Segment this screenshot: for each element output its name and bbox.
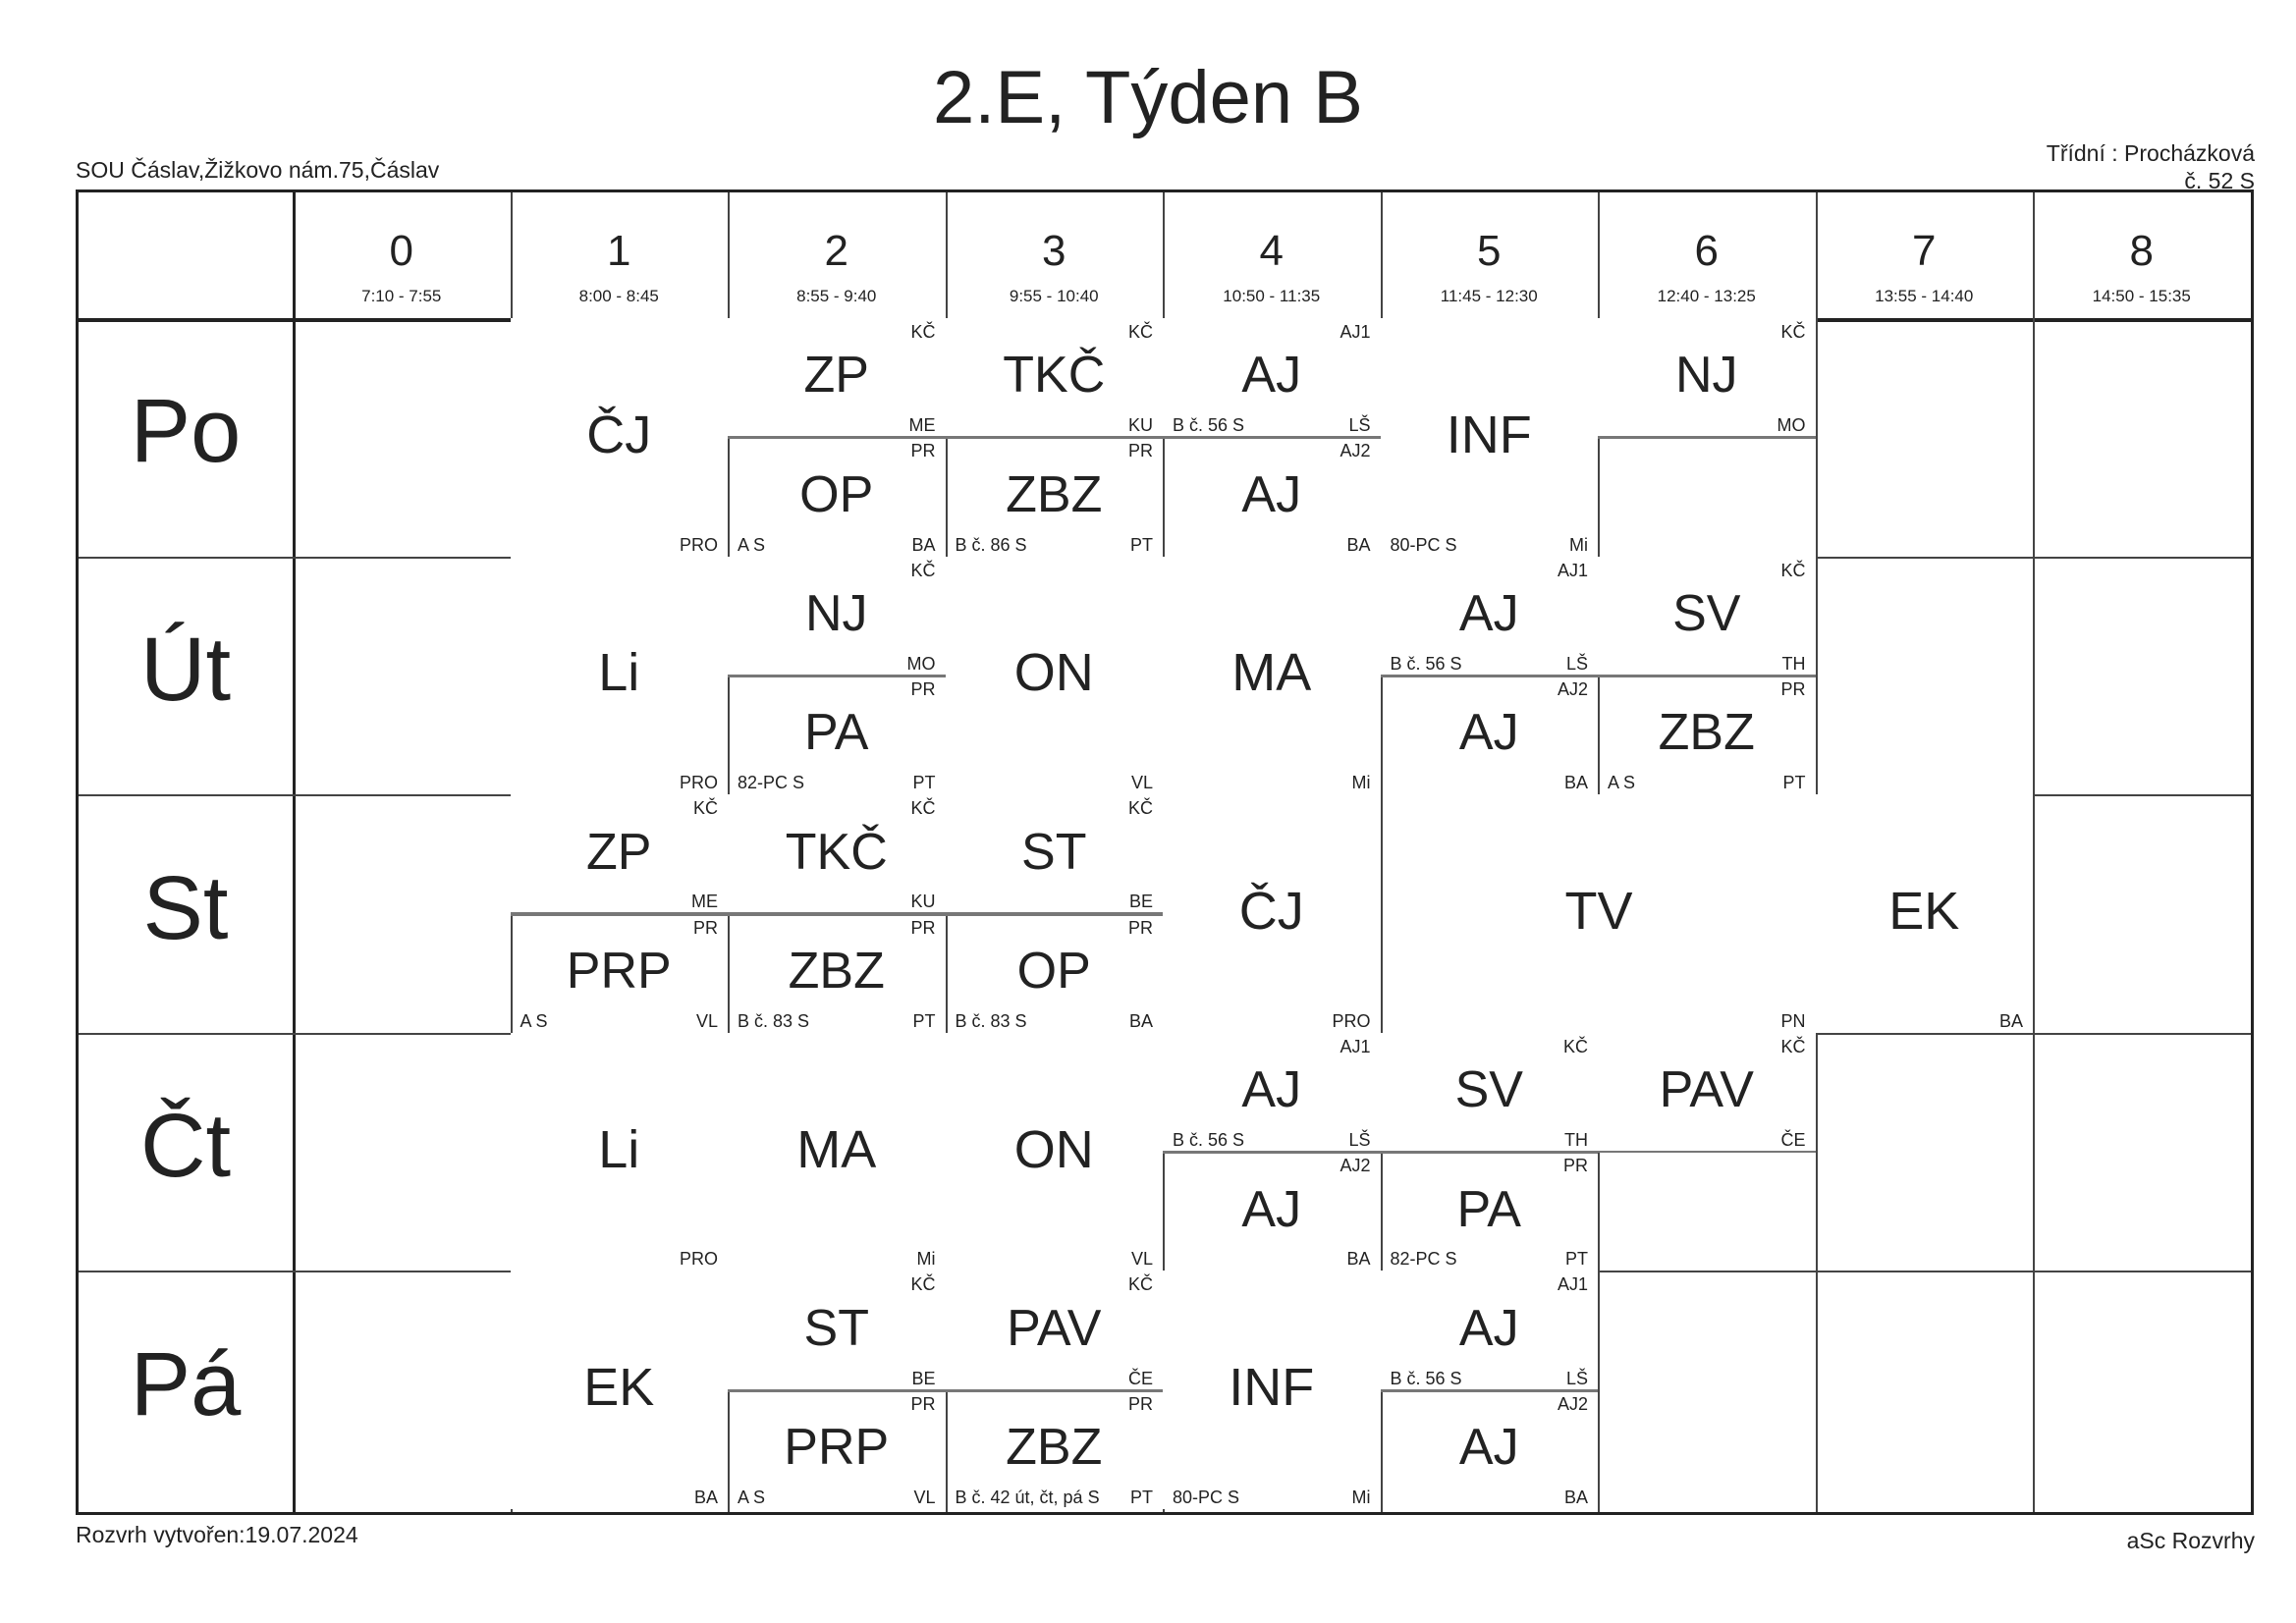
lesson-group: PR (910, 441, 936, 461)
lesson-group: AJ2 (1339, 441, 1371, 461)
lesson-cell (728, 914, 946, 1033)
lesson-cell (1163, 1271, 1381, 1509)
lesson-cell (1598, 1033, 1816, 1152)
lesson-cell (1163, 794, 1381, 1033)
lesson-cell (946, 437, 1164, 556)
lesson-cell (728, 1271, 946, 1389)
class-room: č. 52 S (2184, 168, 2255, 193)
period-number: 2 (824, 227, 848, 275)
lesson-subject: MA (1231, 643, 1312, 703)
lesson-divider (728, 1390, 946, 1392)
period-number: 5 (1477, 227, 1502, 275)
lesson-cell (1381, 676, 1599, 794)
created-date: Rozvrh vytvořen:19.07.2024 (76, 1522, 358, 1547)
lesson-subject: Li (598, 1119, 640, 1179)
lesson-subject: TKČ (1003, 347, 1106, 405)
lesson-cell (728, 1033, 946, 1271)
lesson-cell (728, 676, 946, 794)
lesson-divider (1381, 1390, 1599, 1392)
day-label: Pá (130, 1333, 242, 1434)
lesson-cell (511, 1271, 729, 1509)
lesson-room: B č. 86 S (955, 534, 1027, 555)
lesson-teacher: VL (695, 1010, 718, 1031)
lesson-cell (728, 1390, 946, 1509)
lesson-cell (1381, 1152, 1599, 1271)
lesson-teacher: BE (911, 1368, 936, 1388)
lesson-subject: ZP (586, 823, 652, 881)
software-credit: aSc Rozvrhy (2126, 1528, 2255, 1553)
lesson-cell (1381, 557, 1599, 676)
lesson-teacher: LŠ (1348, 1130, 1371, 1151)
lesson-room: A S (738, 534, 766, 555)
lesson-group: PR (1562, 1156, 1588, 1176)
day-label: St (142, 857, 229, 958)
lesson-teacher: Mi (1569, 534, 1588, 555)
lesson-cell (946, 914, 1164, 1033)
lesson-cell (1816, 794, 2034, 1033)
lesson-subject: SV (1672, 585, 1741, 642)
lesson-cell (946, 318, 1164, 437)
lesson-cell (1163, 437, 1381, 556)
lesson-teacher: PT (1782, 773, 1806, 793)
lesson-teacher: PRO (679, 534, 718, 555)
lesson-subject: TKČ (785, 823, 888, 881)
lesson-cell (511, 318, 729, 557)
timetable-grid (76, 189, 2254, 1515)
lesson-divider (946, 1390, 1164, 1392)
lesson-subject: PA (803, 704, 869, 762)
period-time: 11:45 - 12:30 (1440, 287, 1538, 305)
lesson-subject: INF (1446, 405, 1532, 464)
lesson-room: 80-PC S (1390, 534, 1457, 555)
period-time: 12:40 - 13:25 (1657, 287, 1756, 305)
lesson-room: 82-PC S (1390, 1249, 1457, 1270)
lesson-subject: ZBZ (1006, 1419, 1103, 1477)
lesson-teacher: Mi (1351, 773, 1371, 793)
lesson-room: B č. 56 S (1390, 653, 1462, 674)
period-time: 8:00 - 8:45 (578, 287, 659, 305)
period-header (946, 192, 1164, 306)
period-time: 9:55 - 10:40 (1009, 287, 1099, 305)
lesson-group: AJ2 (1557, 678, 1588, 699)
lesson-cell (511, 794, 729, 913)
lesson-subject: PA (1456, 1180, 1521, 1238)
lesson-subject: OP (799, 465, 874, 523)
lesson-group: KČ (910, 1274, 936, 1295)
lesson-subject: OP (1016, 942, 1091, 1000)
lesson-subject: PRP (566, 942, 672, 1000)
lesson-cell (511, 1033, 729, 1271)
lesson-group: AJ1 (1339, 1036, 1371, 1056)
lesson-group: KČ (910, 322, 936, 342)
lesson-teacher: ME (908, 415, 936, 436)
lesson-subject: AJ (1241, 465, 1302, 523)
lesson-subject: AJ (1458, 585, 1519, 642)
period-header (1598, 192, 1816, 306)
lesson-teacher: Mi (916, 1249, 936, 1270)
period-number: 3 (1042, 227, 1066, 275)
lesson-cell (728, 557, 946, 676)
day-column-separator (293, 192, 296, 1512)
class-teacher: Třídní : Procházková (2046, 140, 2255, 166)
day-label: Út (140, 619, 231, 720)
lesson-room: 80-PC S (1173, 1487, 1240, 1507)
lesson-group: AJ1 (1557, 560, 1588, 580)
lesson-subject: SV (1454, 1061, 1523, 1119)
period-time: 8:55 - 9:40 (796, 287, 877, 305)
lesson-room: B č. 42 út, čt, pá S (955, 1487, 1100, 1507)
lesson-group: KČ (1780, 560, 1806, 580)
lesson-subject: ON (1013, 1119, 1094, 1179)
lesson-cell (511, 557, 729, 795)
lesson-teacher: PT (1564, 1249, 1588, 1270)
lesson-cell (1598, 557, 1816, 676)
lesson-teacher: PT (912, 1010, 936, 1031)
lesson-room: A S (519, 1010, 548, 1031)
lesson-teacher: Mi (1351, 1487, 1371, 1507)
lesson-subject: AJ (1458, 1299, 1519, 1357)
lesson-group: PR (1127, 441, 1153, 461)
lesson-cell (1163, 1152, 1381, 1271)
lesson-subject: PAV (1659, 1061, 1754, 1119)
lesson-teacher: BA (911, 534, 936, 555)
lesson-teacher: TH (1564, 1130, 1588, 1151)
lesson-teacher: BA (1128, 1010, 1153, 1031)
page-title: 2.E, Týden B (933, 56, 1363, 139)
lesson-subject: ST (1021, 823, 1087, 881)
lesson-teacher: BA (1563, 1487, 1588, 1507)
period-header (1381, 192, 1599, 306)
lesson-teacher: BE (1128, 892, 1153, 912)
lesson-teacher: MO (906, 653, 936, 674)
lesson-subject: AJ (1458, 1419, 1519, 1477)
lesson-teacher: LŠ (1565, 653, 1588, 674)
lesson-room: 82-PC S (738, 773, 805, 793)
lesson-teacher: ME (691, 892, 718, 912)
lesson-group: PR (1127, 917, 1153, 938)
lesson-teacher: PT (1129, 534, 1153, 555)
lesson-teacher: BA (693, 1487, 718, 1507)
lesson-divider (728, 437, 946, 439)
lesson-group: PR (1780, 678, 1806, 699)
lesson-subject: PAV (1007, 1299, 1102, 1357)
lesson-subject: NJ (804, 585, 868, 642)
lesson-cell (1381, 794, 1816, 1033)
lesson-subject: ČJ (1238, 882, 1304, 941)
lesson-teacher: ČE (1780, 1130, 1806, 1151)
lesson-divider (1598, 676, 1816, 677)
period-header (728, 192, 946, 306)
lesson-divider (1163, 1152, 1381, 1154)
lesson-subject: ST (803, 1299, 869, 1357)
lesson-group: PR (692, 917, 718, 938)
lesson-teacher: ČE (1127, 1368, 1153, 1388)
lesson-cell (1381, 1390, 1599, 1509)
lesson-subject: AJ (1241, 1180, 1302, 1238)
lesson-divider (946, 437, 1164, 439)
period-header (2033, 192, 2251, 306)
lesson-room: B č. 56 S (1390, 1368, 1462, 1388)
period-header (511, 192, 729, 306)
lesson-room: B č. 83 S (738, 1010, 810, 1031)
period-number: 6 (1694, 227, 1719, 275)
lesson-subject: NJ (1674, 347, 1738, 405)
lesson-cell (946, 1033, 1164, 1271)
lesson-cell (511, 914, 729, 1033)
lesson-group: KČ (1127, 1274, 1153, 1295)
lesson-cell (1381, 1033, 1599, 1152)
lesson-group: PR (910, 1393, 936, 1414)
lesson-group: KČ (1780, 1036, 1806, 1056)
lesson-teacher: VL (913, 1487, 936, 1507)
lesson-teacher: MO (1777, 415, 1806, 436)
lesson-subject: ZP (803, 347, 869, 405)
lesson-teacher: BA (1346, 534, 1371, 555)
lesson-subject: TV (1564, 882, 1633, 941)
lesson-divider (511, 914, 729, 916)
lesson-teacher: LŠ (1565, 1368, 1588, 1388)
lesson-group: PR (910, 678, 936, 699)
lesson-subject: ON (1013, 643, 1094, 703)
day-label: Čt (140, 1096, 231, 1197)
lesson-divider (1598, 437, 1816, 439)
lesson-subject: EK (1888, 882, 1960, 941)
lesson-teacher: LŠ (1348, 415, 1371, 436)
period-time: 13:55 - 14:40 (1875, 287, 1974, 305)
lesson-subject: ZBZ (1006, 465, 1103, 523)
lesson-cell (946, 1390, 1164, 1509)
lesson-divider (728, 676, 946, 677)
period-number: 4 (1259, 227, 1284, 275)
lesson-teacher: PRO (679, 773, 718, 793)
lesson-group: KČ (910, 798, 936, 819)
day-label: Po (130, 381, 242, 482)
lesson-cell (946, 794, 1164, 913)
lesson-group: KČ (910, 560, 936, 580)
lesson-subject: INF (1229, 1358, 1315, 1418)
lesson-divider (728, 914, 946, 916)
lesson-group: AJ2 (1557, 1393, 1588, 1414)
lesson-group: KČ (692, 798, 718, 819)
lesson-cell (1163, 557, 1381, 795)
lesson-cell (1598, 318, 1816, 437)
lesson-subject: AJ (1458, 704, 1519, 762)
lesson-cell (1163, 318, 1381, 437)
lesson-subject: Li (598, 643, 640, 703)
lesson-divider (946, 914, 1164, 916)
period-number: 8 (2129, 227, 2154, 275)
lesson-teacher: PN (1780, 1010, 1806, 1031)
lesson-cell (946, 1271, 1164, 1389)
lesson-teacher: PT (1129, 1487, 1153, 1507)
lesson-divider (1598, 1151, 1816, 1153)
lesson-cell (1598, 437, 1816, 556)
lesson-group: KČ (1780, 322, 1806, 342)
period-header (1816, 192, 2034, 306)
lesson-cell (728, 794, 946, 913)
period-time: 7:10 - 7:55 (361, 287, 442, 305)
lesson-subject: ČJ (586, 405, 652, 464)
lesson-teacher: BA (1563, 773, 1588, 793)
lesson-room: A S (738, 1487, 766, 1507)
lesson-teacher: PRO (679, 1249, 718, 1270)
period-number: 0 (389, 227, 413, 275)
lesson-group: KČ (1562, 1036, 1588, 1056)
lesson-subject: ZBZ (788, 942, 885, 1000)
lesson-teacher: BA (1346, 1249, 1371, 1270)
lesson-group: PR (1127, 1393, 1153, 1414)
lesson-cell (1381, 318, 1599, 557)
lesson-divider (1163, 437, 1381, 439)
lesson-subject: ZBZ (1658, 704, 1755, 762)
period-time: 10:50 - 11:35 (1223, 287, 1321, 305)
column-line (2033, 192, 2035, 1512)
period-header (293, 192, 511, 306)
lesson-teacher: VL (1130, 1249, 1153, 1270)
lesson-room: B č. 56 S (1173, 415, 1245, 436)
lesson-teacher: PT (912, 773, 936, 793)
lesson-cell (728, 437, 946, 556)
lesson-subject: EK (583, 1358, 655, 1418)
class-info (2047, 139, 2255, 194)
school-name: SOU Čáslav,Žižkovo nám.75,Čáslav (76, 157, 440, 183)
lesson-divider (1381, 676, 1599, 677)
period-number: 1 (607, 227, 631, 275)
lesson-group: KČ (1127, 798, 1153, 819)
lesson-group: AJ1 (1339, 322, 1371, 342)
lesson-divider (1381, 1152, 1599, 1154)
lesson-teacher: BA (1998, 1010, 2023, 1031)
lesson-subject: MA (796, 1119, 877, 1179)
lesson-cell (1381, 1271, 1599, 1389)
lesson-cell (1598, 676, 1816, 794)
lesson-room: A S (1608, 773, 1636, 793)
lesson-subject: PRP (784, 1419, 890, 1477)
lesson-teacher: KU (910, 892, 936, 912)
lesson-group: AJ2 (1339, 1156, 1371, 1176)
lesson-group: AJ1 (1557, 1274, 1588, 1295)
lesson-cell (728, 318, 946, 437)
lesson-room: B č. 56 S (1173, 1130, 1245, 1151)
lesson-cell (946, 557, 1164, 795)
lesson-group: KČ (1127, 322, 1153, 342)
period-number: 7 (1912, 227, 1937, 275)
lesson-cell (1163, 1033, 1381, 1152)
lesson-teacher: VL (1130, 773, 1153, 793)
lesson-subject: AJ (1241, 347, 1302, 405)
lesson-teacher: KU (1127, 415, 1153, 436)
lesson-group: PR (910, 917, 936, 938)
period-header (1163, 192, 1381, 306)
lesson-room: B č. 83 S (955, 1010, 1027, 1031)
period-time: 14:50 - 15:35 (2092, 287, 2191, 305)
lesson-subject: AJ (1241, 1061, 1302, 1119)
lesson-teacher: TH (1781, 653, 1806, 674)
lesson-teacher: PRO (1332, 1010, 1371, 1031)
